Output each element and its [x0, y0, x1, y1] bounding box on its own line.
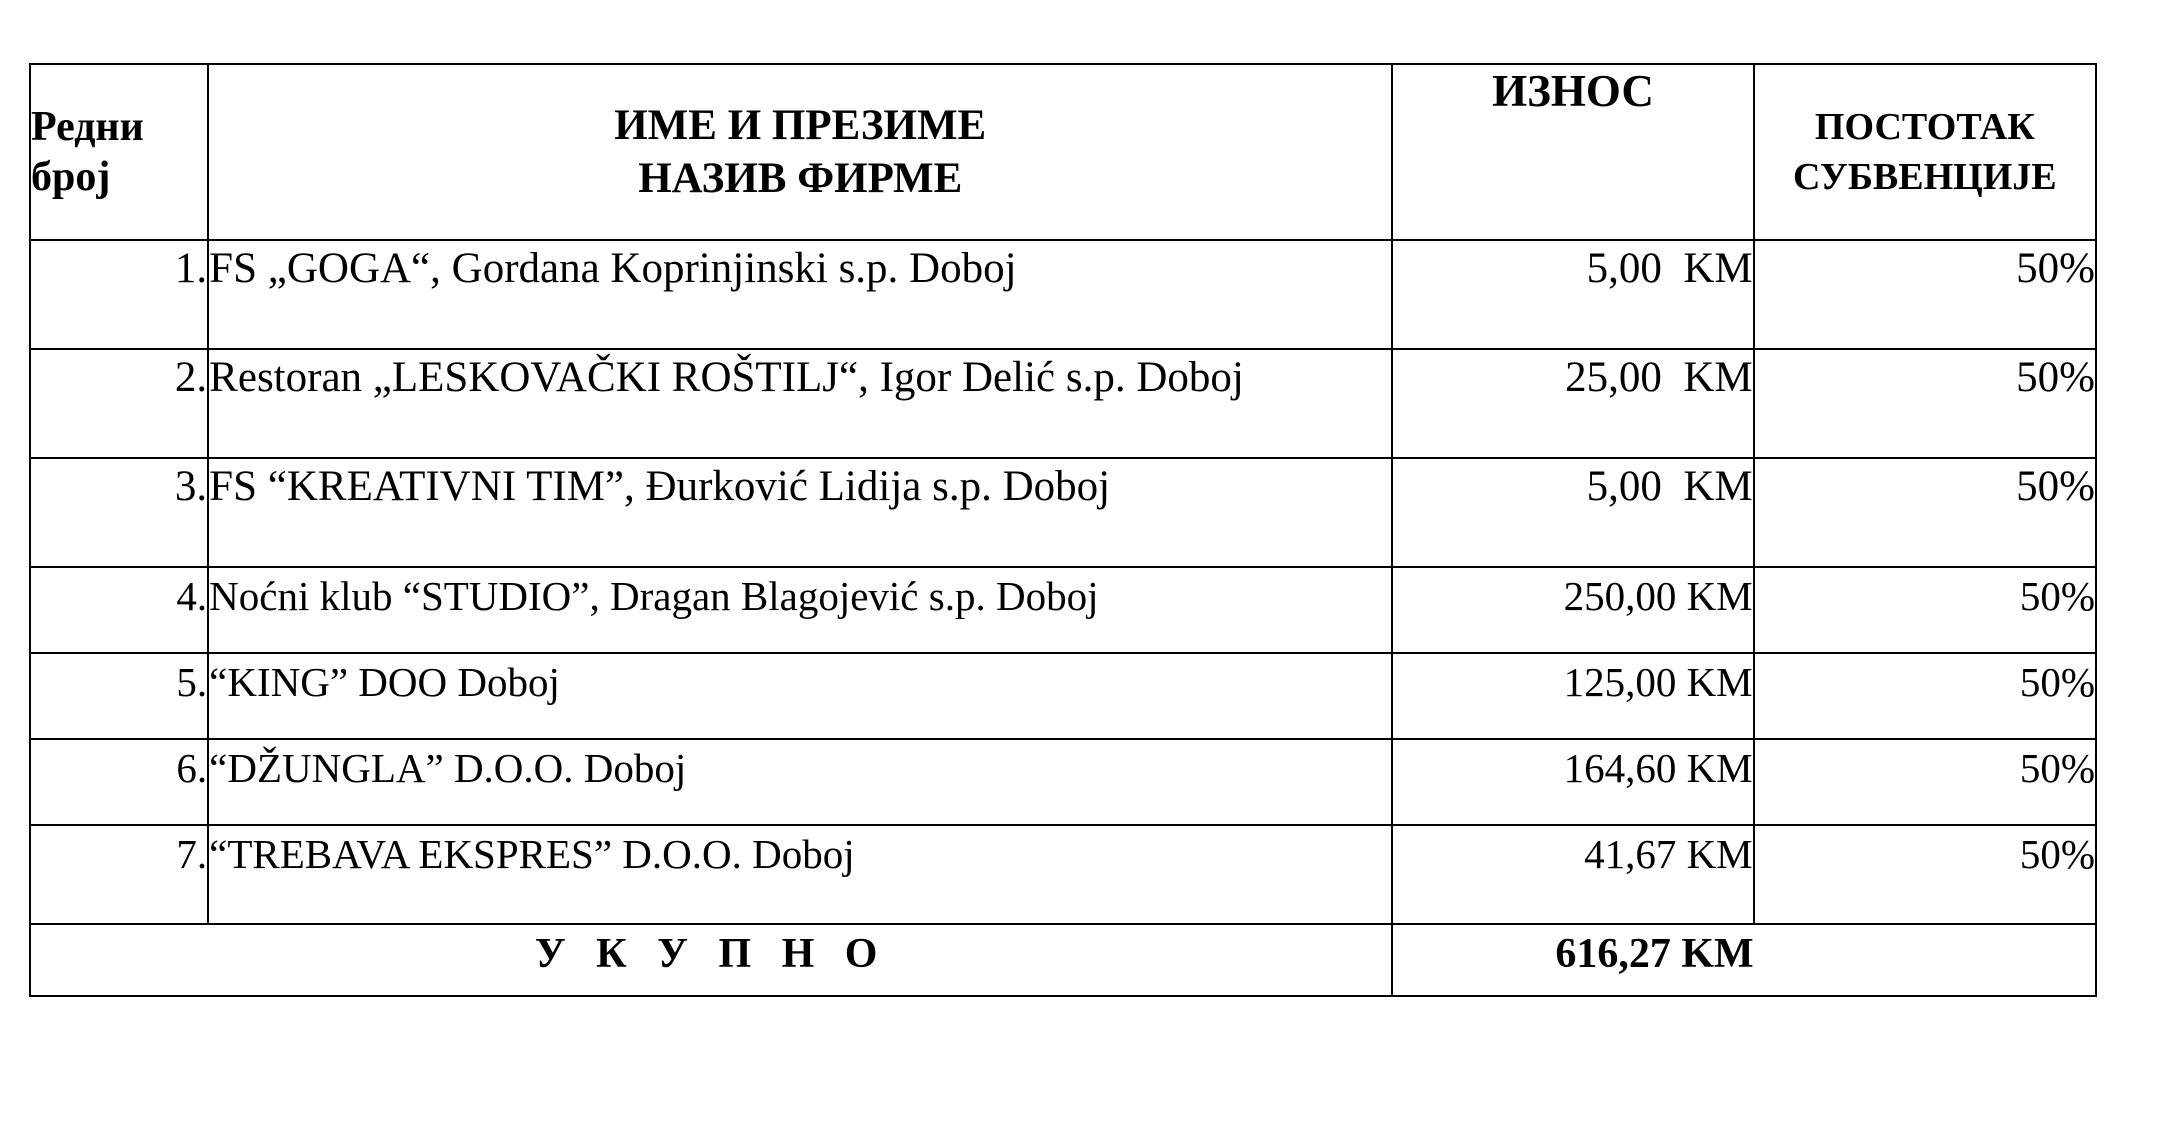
- row-percent: 50%: [1754, 739, 2096, 825]
- row-name: “TREBAVA EKSPRES” D.O.O. Doboj: [208, 825, 1392, 924]
- total-empty-cell: [1754, 924, 2096, 996]
- header-ordinal-line2: број: [31, 154, 111, 200]
- header-amount: ИЗНОС: [1392, 64, 1753, 240]
- row-name: FS „GOGA“, Gordana Koprinjinski s.p. Doboj: [208, 240, 1392, 349]
- row-percent: 50%: [1754, 567, 2096, 653]
- row-name: “DŽUNGLA” D.O.O. Doboj: [208, 739, 1392, 825]
- header-percent-line2: СУБВЕНЦИЈЕ: [1792, 156, 2057, 198]
- row-number: 1.: [30, 240, 208, 349]
- table-header-row: [30, 64, 2096, 240]
- row-percent: 50%: [1754, 240, 2096, 349]
- row-amount: 250,00 KM: [1392, 567, 1753, 653]
- header-name-line1: ИМЕ И ПРЕЗИМЕ: [614, 102, 987, 149]
- subsidy-table: [29, 63, 2097, 997]
- row-number: 7.: [30, 825, 208, 924]
- total-amount: 616,27 KM: [1392, 924, 1753, 996]
- header-name: [208, 64, 1392, 240]
- table-row: [30, 349, 2096, 458]
- row-name: “KING” DOO Doboj: [208, 653, 1392, 739]
- table-row: [30, 825, 2096, 924]
- table-row: [30, 458, 2096, 567]
- row-number: 2.: [30, 349, 208, 458]
- row-name: Restoran „LESKOVAČKI ROŠTILJ“, Igor Delić s.p. Doboj: [208, 349, 1392, 458]
- row-number: 5.: [30, 653, 208, 739]
- header-percent-line1: ПОСТОТАК: [1814, 106, 2035, 148]
- row-percent: 50%: [1754, 458, 2096, 567]
- row-amount: 25,00 KM: [1392, 349, 1753, 458]
- table-row: [30, 567, 2096, 653]
- table-row: [30, 240, 2096, 349]
- header-ordinal-line1: Редни: [31, 104, 144, 150]
- row-amount: 164,60 KM: [1392, 739, 1753, 825]
- total-label: У К У П Н О: [30, 924, 1392, 996]
- row-amount: 41,67 KM: [1392, 825, 1753, 924]
- row-percent: 50%: [1754, 825, 2096, 924]
- row-name: Noćni klub “STUDIO”, Dragan Blagojević s.p. Doboj: [208, 567, 1392, 653]
- row-number: 3.: [30, 458, 208, 567]
- row-amount: 5,00 KM: [1392, 240, 1753, 349]
- total-row: [30, 924, 2096, 996]
- row-number: 6.: [30, 739, 208, 825]
- row-amount: 5,00 KM: [1392, 458, 1753, 567]
- row-percent: 50%: [1754, 653, 2096, 739]
- row-name: FS “KREATIVNI TIM”, Đurković Lidija s.p. Doboj: [208, 458, 1392, 567]
- row-amount: 125,00 KM: [1392, 653, 1753, 739]
- header-ordinal: [30, 64, 208, 240]
- row-percent: 50%: [1754, 349, 2096, 458]
- table-row: [30, 653, 2096, 739]
- table-row: [30, 739, 2096, 825]
- header-percent: [1754, 64, 2096, 240]
- header-name-line2: НАЗИВ ФИРМЕ: [638, 155, 963, 202]
- row-number: 4.: [30, 567, 208, 653]
